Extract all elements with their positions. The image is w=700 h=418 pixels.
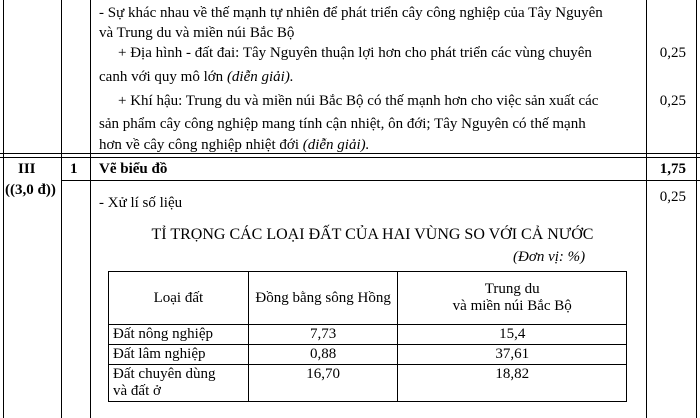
score-terrain: 0,25 bbox=[659, 45, 686, 61]
land-type-line1: Đất chuyên dùng bbox=[113, 366, 216, 382]
north-value: 18,82 bbox=[398, 365, 627, 402]
unit-label: (Đơn vị: %) bbox=[513, 249, 586, 265]
answer-line-3: + Địa hình - đất đai: Tây Nguyên thuận lợi hơn cho phát triển các vùng chuyên bbox=[118, 45, 592, 61]
north-value: 37,61 bbox=[398, 345, 627, 365]
score-climate: 0,25 bbox=[659, 93, 686, 109]
processing-label: - Xử lí số liệu bbox=[99, 195, 183, 211]
header-red-river-delta: Đồng bằng sông Hồng bbox=[248, 272, 398, 325]
red-river-value: 0,88 bbox=[248, 345, 398, 365]
header-northern-midlands bbox=[398, 272, 627, 325]
answer-line-7-text: hơn về cây công nghiệp nhiệt đới bbox=[99, 137, 299, 153]
answer-line-1: - Sự khác nhau về thế mạnh tự nhiên để phát triển cây công nghiệp của Tây Nguyên bbox=[99, 5, 603, 21]
answer-line-4-text: canh với quy mô lớn bbox=[99, 69, 224, 85]
answer-line-6: sản phẩm cây công nghiệp mang tính cận nhiệt, ôn đới; Tây Nguyên có thế mạnh bbox=[99, 116, 586, 132]
item-number: 1 bbox=[70, 161, 78, 177]
land-type-cell: Đất nông nghiệp bbox=[109, 325, 249, 345]
answer-line-4-note: (diễn giải). bbox=[226, 69, 294, 85]
red-river-value: 7,73 bbox=[248, 325, 398, 345]
header-land-type: Loại đất bbox=[109, 272, 249, 325]
land-type-cell: Đất lâm nghiệp bbox=[109, 345, 249, 365]
column-divider-section bbox=[61, 0, 62, 418]
processing-score: 0,25 bbox=[659, 189, 686, 205]
section-score: 1,75 bbox=[659, 161, 686, 177]
table-header-row bbox=[109, 272, 627, 325]
red-river-value: 16,70 bbox=[248, 365, 398, 402]
table-row bbox=[109, 365, 627, 402]
section-number: III bbox=[18, 161, 36, 177]
land-type-cell bbox=[109, 365, 249, 402]
north-value: 15,4 bbox=[398, 325, 627, 345]
column-divider-item bbox=[90, 0, 91, 418]
answer-line-2: và Trung du và miền núi Bắc Bộ bbox=[99, 25, 295, 41]
table-border-left bbox=[3, 0, 4, 418]
column-divider-score bbox=[646, 0, 647, 418]
answer-line-7-note: (diễn giải). bbox=[302, 137, 370, 153]
table-row bbox=[109, 325, 627, 345]
section-points: ((3,0 đ)) bbox=[5, 182, 56, 198]
land-share-table bbox=[108, 271, 627, 402]
table-row bbox=[109, 345, 627, 365]
table-title: TỈ TRỌNG CÁC LOẠI ĐẤT CỦA HAI VÙNG SO VỚI CẢ NƯỚC bbox=[151, 226, 594, 243]
answer-line-7 bbox=[99, 136, 369, 154]
section-points-value: (3,0 đ) bbox=[10, 182, 51, 198]
header-northern-midlands-line2: và miền núi Bắc Bộ bbox=[452, 298, 572, 314]
row-divider-title bbox=[61, 180, 700, 181]
land-type-line2: và đất ở bbox=[113, 383, 161, 399]
header-northern-midlands-line1: Trung du bbox=[484, 281, 540, 297]
answer-line-4 bbox=[99, 68, 294, 86]
answer-line-5: + Khí hậu: Trung du và miền núi Bắc Bộ có thế mạnh hơn cho việc sản xuất các bbox=[118, 93, 599, 109]
table-border-right bbox=[696, 0, 697, 418]
section-title: Vẽ biểu đồ bbox=[99, 161, 168, 177]
